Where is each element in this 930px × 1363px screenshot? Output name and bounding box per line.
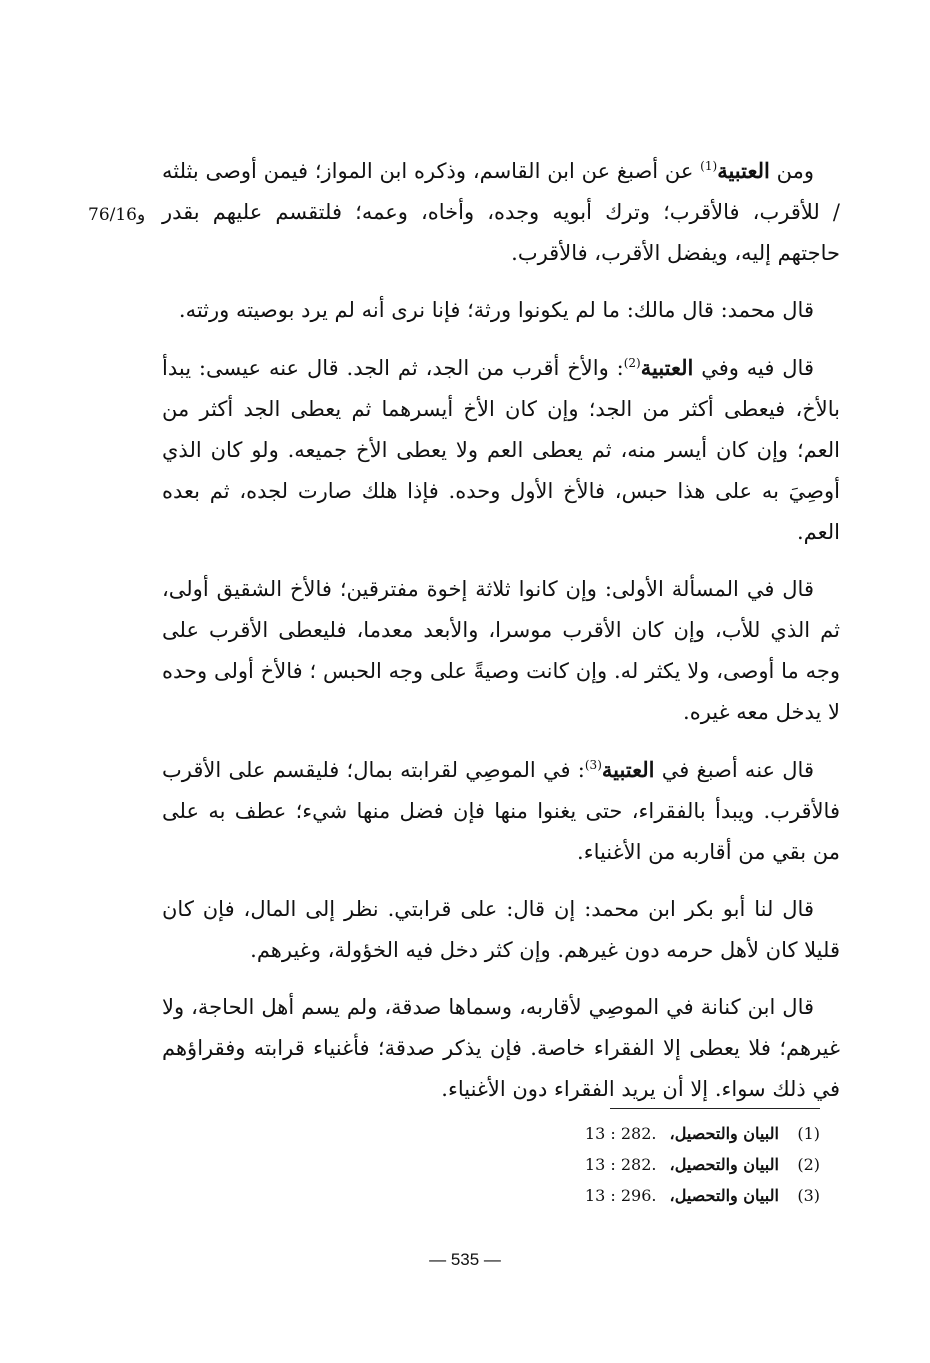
footnote-item [520, 1118, 820, 1149]
footnote-location: 13 : 296. [584, 1186, 657, 1205]
footnote-marker[interactable]: (1) [700, 159, 718, 173]
paragraph-text: : والأخ أقرب من الجد، ثم الجد. قال عنه عيسى: يبدأ بالأخ، فيعطى أكثر من الجد؛ وإن كان الأخ أيسرهما ثم يعطى الجد أكثر من العم؛ وإن كان أيسر منه، ثم يعطى العم ولا يعطى الأخ جميعه. ولو كان الذي أوصِيَ به على هذا حبس، فالأخ الأول وحده. فإذا هلك صارت لجده، ثم بعده العم. [162, 356, 840, 544]
footnote-location: 13 : 282. [584, 1155, 657, 1174]
footnote-item [520, 1180, 820, 1211]
footnote-marker[interactable]: (3) [584, 758, 602, 772]
paragraph-2 [162, 290, 840, 331]
paragraph-text: ومن [769, 159, 814, 183]
paragraph-5 [162, 749, 840, 873]
paragraph-text: قال ابن كنانة في الموصِي لأقاربه، وسماها صدقة، ولم يسم أهل الحاجة، ولا غيرهم؛ فلا يعطى إلا الفقراء خاصة. فإن يذكر صدقة؛ فأغنياء قرابته وفقراؤهم في ذلك سواء. إلا أن يريد الفقراء دون الأغنياء. [162, 995, 840, 1101]
source-reference: العتبية [717, 158, 770, 183]
footnote-number: (1) [797, 1124, 820, 1143]
paragraph-text: قال فيه وفي [693, 356, 814, 380]
paragraph-text: قال في المسألة الأولى: وإن كانوا ثلاثة إخوة مفترقين؛ فالأخ الشقيق أولى، ثم الذي للأب، وإن كان الأقرب موسرا، والأبعد معدما، فليعطى الأقرب على وجه ما أوصى، ولا يكثر له. وإن كانت وصيةً على وجه الحبس ؛ فالأخ أولى وحده لا يدخل معه غيره. [162, 577, 840, 724]
paragraph-text: قال محمد: قال مالك: ما لم يكونوا ورثة؛ فإنا نرى أنه لم يرد بوصيته ورثته. [178, 298, 814, 322]
footnote-number: (2) [797, 1155, 820, 1174]
paragraph-4 [162, 569, 840, 733]
footnote-divider [610, 1108, 820, 1109]
paragraph-3 [162, 347, 840, 553]
footnote-number: (3) [797, 1186, 820, 1205]
paragraph-text: قال عنه أصبغ في [654, 758, 814, 782]
paragraph-7 [162, 987, 840, 1110]
footnote-marker[interactable]: (2) [623, 356, 641, 370]
main-text [162, 150, 840, 1126]
paragraph-6 [162, 889, 840, 971]
paragraph-text: عن أصبغ عن ابن القاسم، وذكره ابن المواز؛ فيمن أوصى بثلثه / للأقرب، فالأقرب؛ وترك أبويه وجده، وأخاه، وعمه؛ فلتقسم عليهم بقدر حاجتهم إليه، ويفضل الأقرب، فالأقرب. [162, 159, 840, 265]
source-reference: العتبية [601, 757, 655, 782]
footnotes [520, 1118, 820, 1211]
footnote-source: البيان والتحصيل، [669, 1124, 779, 1143]
footnote-item [520, 1149, 820, 1180]
paragraph-1 [162, 150, 840, 274]
paragraph-text: : في الموصِي لقرابته بمال؛ فليقسم على الأقرب فالأقرب. ويبدأ بالفقراء، حتى يغنوا منها فإن فضل منها شيء؛ عطف به على من بقي من أقاربه من الأغنياء. [162, 758, 840, 864]
footnote-source: البيان والتحصيل، [669, 1186, 779, 1205]
paragraph-text: قال لنا أبو بكر ابن محمد: إن قال: على قرابتي. نظر إلى المال، فإن كان قليلا كان لأهل حرمه دون غيرهم. وإن كثر دخل فيه الخؤولة، وغيرهم. [162, 897, 840, 962]
margin-folio-note: 76/16و [88, 205, 146, 225]
footnote-location: 13 : 282. [584, 1124, 657, 1143]
footnote-source: البيان والتحصيل، [669, 1155, 779, 1174]
page-number: — 535 — [429, 1250, 501, 1269]
source-reference: العتبية [640, 355, 694, 380]
